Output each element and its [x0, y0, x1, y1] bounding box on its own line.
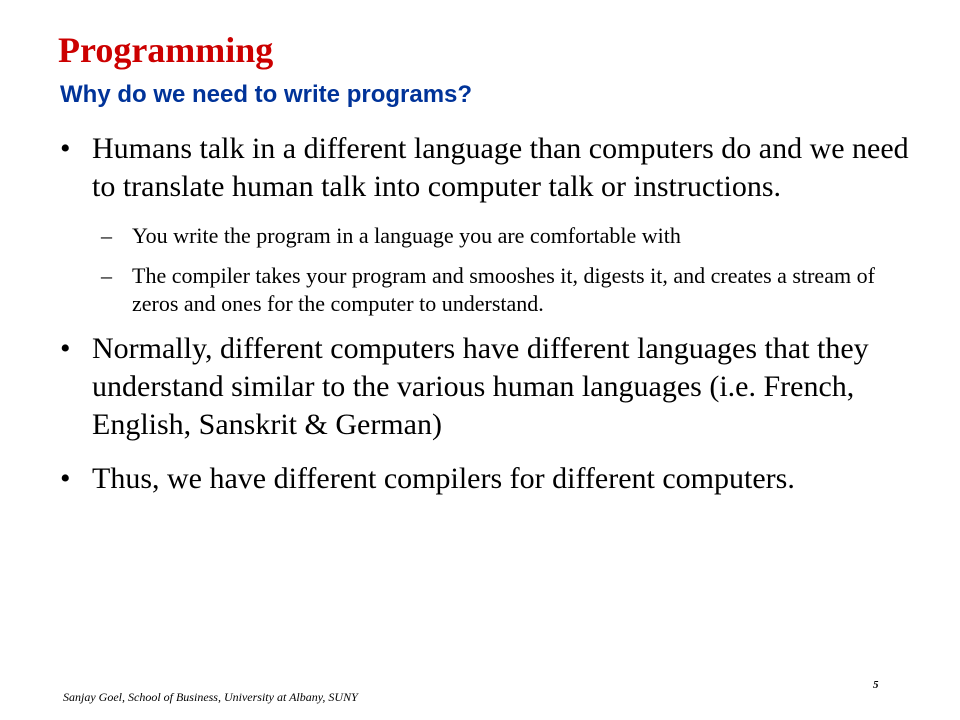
- sub-bullet-marker: –: [101, 223, 112, 248]
- bullet-text: Humans talk in a different language than computers do and we need to translate human talk into computer talk or instructions.: [92, 132, 909, 203]
- bullet-item-1: [0, 130, 960, 206]
- bullet-item-2: [0, 330, 960, 444]
- bullet-text: Normally, different computers have different languages that they understand similar to the various human languages (i.e. French, English, Sanskrit & German): [92, 332, 869, 441]
- sub-bullet-item-2: [0, 262, 960, 318]
- bullet-list: [0, 130, 960, 514]
- bullet-text: Thus, we have different compilers for different computers.: [92, 462, 795, 495]
- sub-bullet-marker: –: [101, 263, 112, 288]
- sub-bullet-item-1: [0, 222, 960, 250]
- bullet-marker: •: [60, 132, 71, 165]
- sub-bullet-text: You write the program in a language you are comfortable with: [132, 223, 681, 248]
- bullet-item-3: [0, 460, 960, 498]
- slide-title: Programming: [58, 30, 274, 70]
- bullet-marker: •: [60, 332, 71, 365]
- page-number: 5: [873, 679, 879, 691]
- bullet-marker: •: [60, 462, 71, 495]
- footer-credit: Sanjay Goel, School of Business, University at Albany, SUNY: [63, 690, 358, 704]
- sub-bullet-text: The compiler takes your program and smooshes it, digests it, and creates a stream of zeros and ones for the computer to understand.: [132, 263, 875, 316]
- slide-subtitle: Why do we need to write programs?: [60, 81, 473, 108]
